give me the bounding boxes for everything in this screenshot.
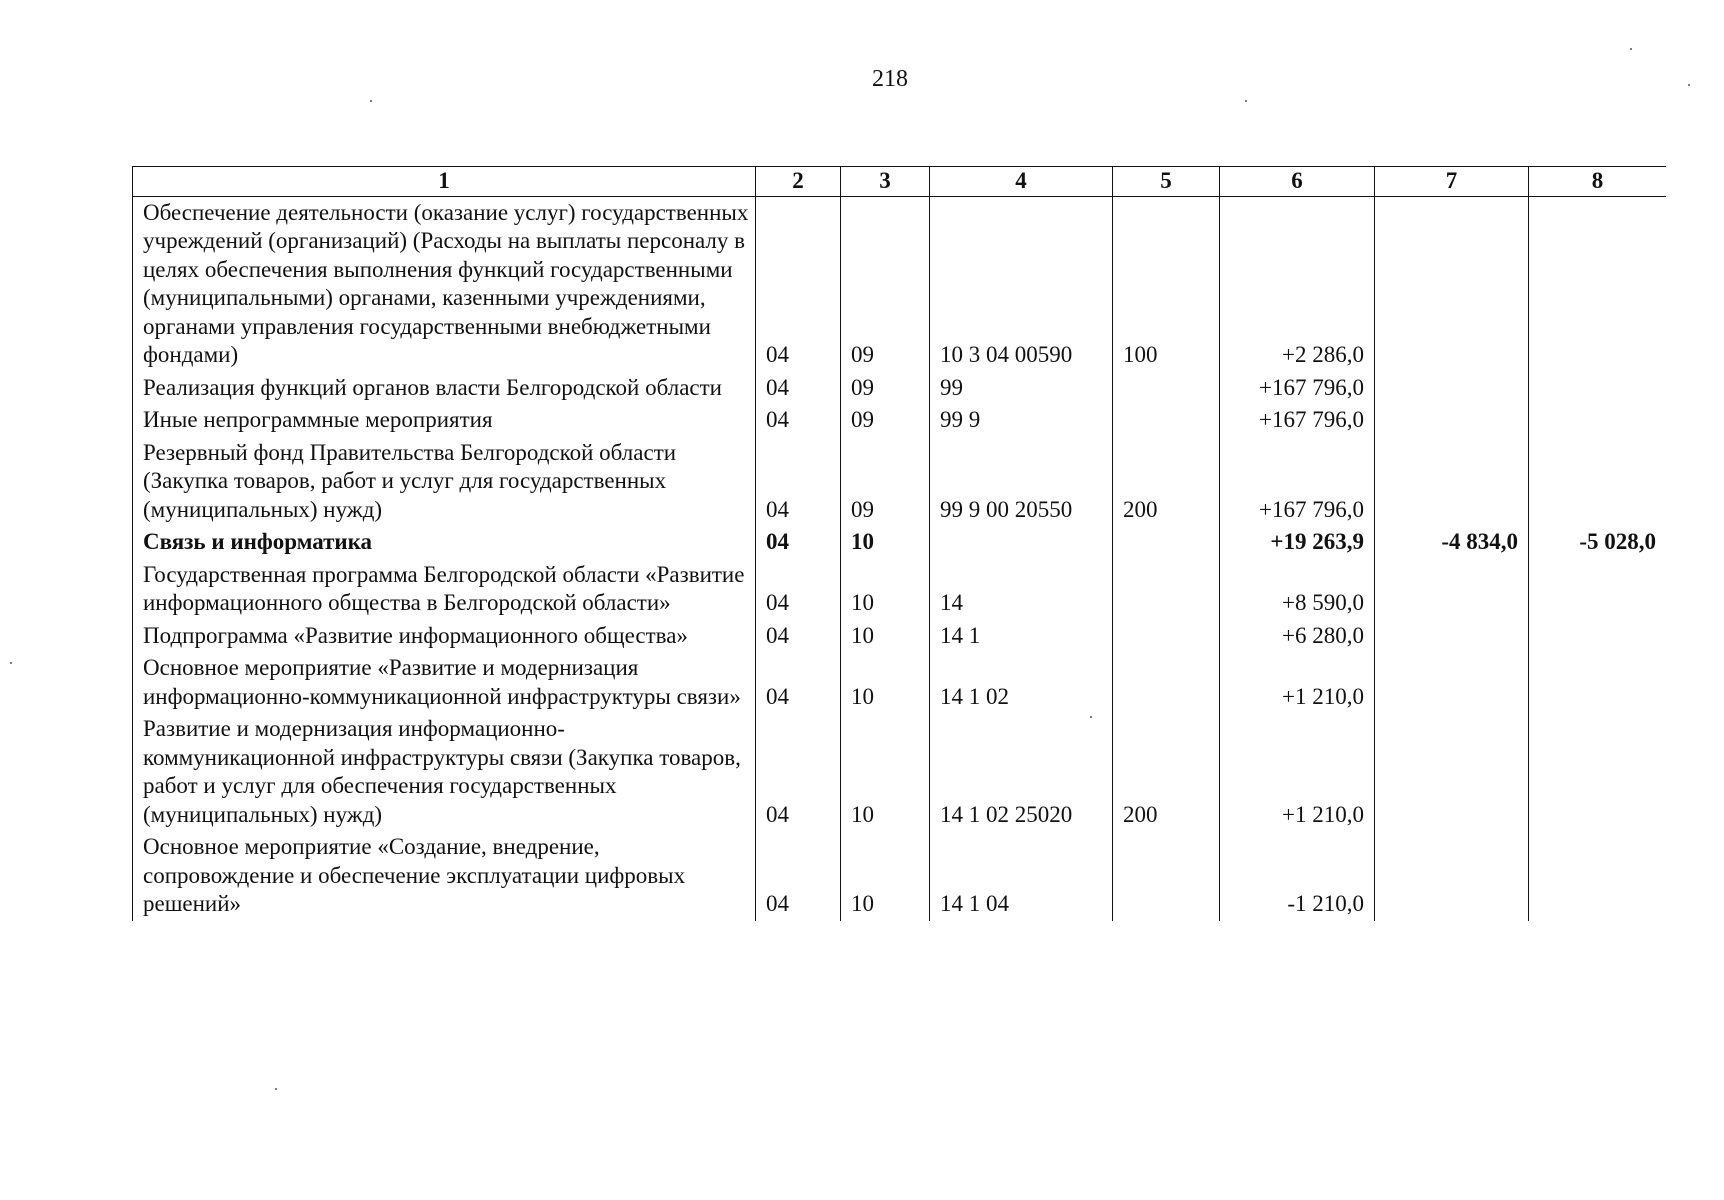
row-description: Развитие и модернизация информационно-коммуникационной инфраструктуры связи (Закупка товаров, работ и услуг для обеспечения государственных (муниципальных) нужд): [133, 713, 756, 831]
row-description: Резервный фонд Правительства Белгородской области (Закупка товаров, работ и услуг для государственных (муниципальных) нужд): [133, 437, 756, 527]
row-description: Реализация функций органов власти Белгородской области: [133, 372, 756, 405]
row-amount-col-7: [1375, 713, 1529, 831]
row-description: Государственная программа Белгородской области «Развитие информационного общества в Белгородской области»: [133, 559, 756, 620]
row-section-code: 04: [756, 831, 841, 921]
row-expense-type-code: 200: [1113, 713, 1220, 831]
table-row: [133, 196, 1667, 372]
row-section-code: 04: [756, 620, 841, 653]
scan-speck: [1688, 84, 1690, 86]
row-amount-col-8: [1529, 620, 1667, 653]
row-expense-type-code: [1113, 620, 1220, 653]
row-target-article-code: 14 1: [930, 620, 1113, 653]
row-section-code: 04: [756, 196, 841, 372]
row-amount-col-8: [1529, 713, 1667, 831]
scan-speck: [370, 100, 372, 102]
row-subsection-code: 10: [841, 652, 930, 713]
row-amount-col-7: [1375, 437, 1529, 527]
row-amount-col-7: [1375, 559, 1529, 620]
table-row: [133, 831, 1667, 921]
row-amount-col-8: -5 028,0: [1529, 526, 1667, 559]
row-section-code: 04: [756, 437, 841, 527]
table-row: [133, 559, 1667, 620]
row-expense-type-code: [1113, 652, 1220, 713]
header-col-3: 3: [841, 167, 930, 197]
scan-speck: [1245, 100, 1247, 102]
budget-table-wrapper: [132, 166, 1666, 1028]
table-row: [133, 620, 1667, 653]
row-amount-col-7: [1375, 831, 1529, 921]
row-section-code: 04: [756, 372, 841, 405]
row-amount-col-8: [1529, 831, 1667, 921]
row-amount-col-6: +167 796,0: [1220, 404, 1375, 437]
row-subsection-code: 10: [841, 620, 930, 653]
row-amount-col-7: [1375, 372, 1529, 405]
row-section-code: 04: [756, 526, 841, 559]
row-amount-col-6: +8 590,0: [1220, 559, 1375, 620]
row-subsection-code: 09: [841, 437, 930, 527]
row-amount-col-6: -1 210,0: [1220, 831, 1375, 921]
row-amount-col-7: [1375, 196, 1529, 372]
row-subsection-code: 10: [841, 526, 930, 559]
table-row: [133, 404, 1667, 437]
budget-table: [132, 166, 1666, 921]
row-expense-type-code: [1113, 372, 1220, 405]
row-description: Подпрограмма «Развитие информационного общества»: [133, 620, 756, 653]
row-subsection-code: 09: [841, 404, 930, 437]
row-amount-col-6: +6 280,0: [1220, 620, 1375, 653]
row-expense-type-code: [1113, 559, 1220, 620]
row-amount-col-8: [1529, 372, 1667, 405]
row-amount-col-6: +167 796,0: [1220, 437, 1375, 527]
row-subsection-code: 09: [841, 196, 930, 372]
row-description: Связь и информатика: [133, 526, 756, 559]
row-target-article-code: 14 1 04: [930, 831, 1113, 921]
page-number: 218: [872, 66, 908, 92]
row-amount-col-6: +2 286,0: [1220, 196, 1375, 372]
row-expense-type-code: [1113, 404, 1220, 437]
scan-speck: [10, 662, 12, 664]
row-target-article-code: 14 1 02: [930, 652, 1113, 713]
row-expense-type-code: [1113, 526, 1220, 559]
row-subsection-code: 10: [841, 831, 930, 921]
row-description: Основное мероприятие «Развитие и модернизация информационно-коммуникационной инфраструктуры связи»: [133, 652, 756, 713]
row-amount-col-8: [1529, 404, 1667, 437]
row-target-article-code: 10 3 04 00590: [930, 196, 1113, 372]
row-subsection-code: 09: [841, 372, 930, 405]
row-section-code: 04: [756, 713, 841, 831]
row-section-code: 04: [756, 559, 841, 620]
row-amount-col-7: [1375, 620, 1529, 653]
row-target-article-code: 14 1 02 25020: [930, 713, 1113, 831]
header-col-8: 8: [1529, 167, 1667, 197]
row-section-code: 04: [756, 652, 841, 713]
row-target-article-code: 99: [930, 372, 1113, 405]
table-row: [133, 372, 1667, 405]
table-row: [133, 526, 1667, 559]
row-description: Иные непрограммные мероприятия: [133, 404, 756, 437]
table-row: [133, 437, 1667, 527]
header-col-7: 7: [1375, 167, 1529, 197]
row-amount-col-7: [1375, 652, 1529, 713]
row-amount-col-6: +1 210,0: [1220, 713, 1375, 831]
row-section-code: 04: [756, 404, 841, 437]
header-row: [133, 167, 1667, 197]
row-amount-col-8: [1529, 196, 1667, 372]
header-col-1: 1: [133, 167, 756, 197]
row-amount-col-8: [1529, 559, 1667, 620]
row-amount-col-8: [1529, 652, 1667, 713]
header-col-6: 6: [1220, 167, 1375, 197]
row-expense-type-code: 200: [1113, 437, 1220, 527]
row-expense-type-code: [1113, 831, 1220, 921]
row-amount-col-8: [1529, 437, 1667, 527]
row-target-article-code: 14: [930, 559, 1113, 620]
header-col-4: 4: [930, 167, 1113, 197]
row-subsection-code: 10: [841, 713, 930, 831]
row-amount-col-6: +1 210,0: [1220, 652, 1375, 713]
row-amount-col-6: +167 796,0: [1220, 372, 1375, 405]
table-body: [133, 196, 1667, 921]
table-row: [133, 652, 1667, 713]
row-amount-col-7: [1375, 404, 1529, 437]
scan-speck: [1630, 48, 1632, 50]
scan-speck: [275, 1088, 277, 1090]
table-row: [133, 713, 1667, 831]
row-description: Обеспечение деятельности (оказание услуг) государственных учреждений (организаций) (Расходы на выплаты персоналу в целях обеспечения выполнения функций государственными (муниципальными) органами, казенными учреждениями, органами управления государственными внебюджетными фондами): [133, 196, 756, 372]
row-target-article-code: 99 9 00 20550: [930, 437, 1113, 527]
row-target-article-code: 99 9: [930, 404, 1113, 437]
row-target-article-code: [930, 526, 1113, 559]
row-expense-type-code: 100: [1113, 196, 1220, 372]
row-subsection-code: 10: [841, 559, 930, 620]
row-amount-col-6: +19 263,9: [1220, 526, 1375, 559]
row-description: Основное мероприятие «Создание, внедрение, сопровождение и обеспечение эксплуатации цифровых решений»: [133, 831, 756, 921]
row-amount-col-7: -4 834,0: [1375, 526, 1529, 559]
header-col-5: 5: [1113, 167, 1220, 197]
header-col-2: 2: [756, 167, 841, 197]
